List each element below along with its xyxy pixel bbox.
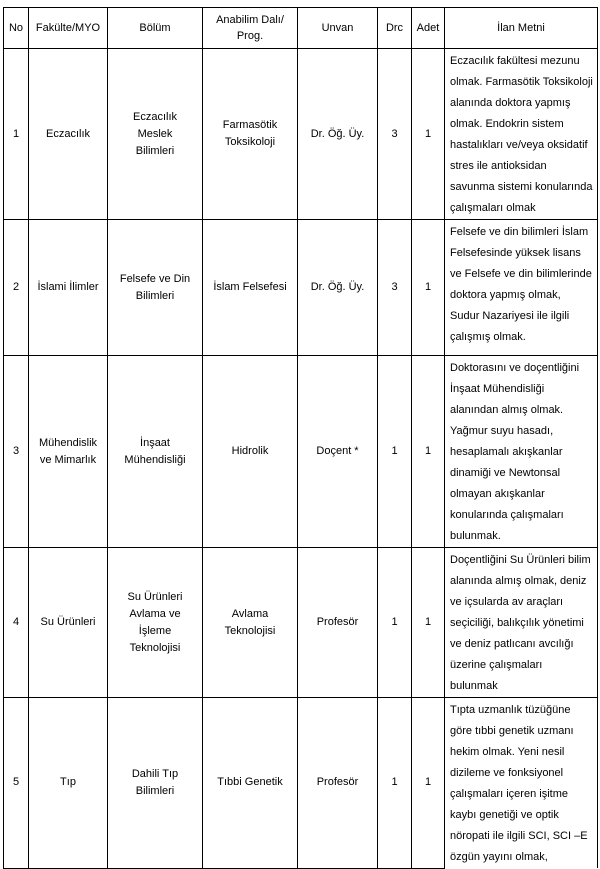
cell-announcement: Doktorasını ve doçentliğini İnşaat Mühendisliği alanından almış olmak. Yağmur suyu hasadı, hesaplamalı akışkanlar dinamiği ve Newtonsal olmayan akışkanlar konularında çalışmaları bulunmak.: [445, 356, 598, 548]
cell-degree: 3: [378, 49, 412, 220]
cell-faculty: Su Ürünleri: [29, 548, 108, 698]
header-degree: Drc: [378, 8, 412, 49]
header-department: Bölüm: [108, 8, 203, 49]
cell-department: [108, 698, 203, 869]
header-announcement: İlan Metni: [445, 8, 598, 49]
header-faculty: Fakülte/MYO: [29, 8, 108, 49]
cell-department-text: Dahili Tıp Bilimleri: [131, 767, 179, 797]
cell-faculty: Tıp: [29, 698, 108, 869]
cell-announcement: Doçentliğini Su Ürünleri bilim alanında almış olmak, deniz ve içsularda av araçları seçiciliği, balıkçılık yönetimi ve deniz patlıcanı avcılığı üzerine çalışmaları bulunmak: [445, 548, 598, 698]
cell-program-text: Avlama Teknolojisi: [224, 607, 276, 637]
cell-count: 1: [412, 548, 445, 698]
cell-program-text: Farmasötik Toksikoloji: [222, 119, 278, 148]
cell-title: Doçent *: [298, 356, 378, 548]
cell-no: 3: [4, 356, 29, 548]
cell-no: 5: [4, 698, 29, 869]
cell-title: Dr. Öğ. Üy.: [298, 220, 378, 356]
cell-program: Hidrolik: [203, 356, 298, 548]
header-row: [4, 8, 598, 49]
cell-degree: 1: [378, 356, 412, 548]
cell-department: [108, 220, 203, 356]
cell-department-text: Eczacılık Meslek Bilimleri: [132, 110, 177, 157]
cell-title: Profesör: [298, 698, 378, 869]
cell-department: [108, 548, 203, 698]
cell-department-text: Felsefe ve Din Bilimleri: [119, 272, 191, 302]
cell-faculty: İslami İlimler: [29, 220, 108, 356]
cell-faculty: Eczacılık: [29, 49, 108, 220]
table-row: [4, 220, 598, 356]
cell-count: 1: [412, 356, 445, 548]
cell-announcement: Eczacılık fakültesi mezunu olmak. Farmasötik Toksikoloji alanında doktora yapmış olmak. Endokrin sistem hastalıkları ve/veya oksidatif stres ile antioksidan savunma sistemi konularında çalışmaları olmak: [445, 49, 598, 220]
table-row: [4, 49, 598, 220]
cell-program: [203, 49, 298, 220]
cell-department-text: Su Ürünleri Avlama ve İşleme Teknolojisi: [127, 590, 183, 654]
cell-count: 1: [412, 698, 445, 869]
cell-degree: 1: [378, 698, 412, 869]
cell-degree: 1: [378, 548, 412, 698]
cell-no: 4: [4, 548, 29, 698]
cell-no: 2: [4, 220, 29, 356]
table-row: [4, 548, 598, 698]
cell-announcement: Felsefe ve din bilimleri İslam Felsefesinde yüksek lisans ve Felsefe ve din bilimlerinde doktora yapmış olmak, Sudur Nazariyesi ile ilgili çalışmış olmak.: [445, 220, 598, 356]
cell-count: 1: [412, 49, 445, 220]
header-no: No: [4, 8, 29, 49]
cell-count: 1: [412, 220, 445, 356]
cell-department: [108, 49, 203, 220]
cell-announcement: Tıpta uzmanlık tüzüğüne göre tıbbi genetik uzmanı hekim olmak. Yeni nesil dizileme ve fonksiyonel çalışmaları içeren işitme kaybı genetiği ve optik nöropati ile ilgili SCI, SCI –E özgün yayını olmak,: [445, 698, 598, 869]
cell-faculty: Mühendislik ve Mimarlık: [29, 356, 108, 548]
academic-positions-table: [3, 7, 598, 869]
cell-title: Dr. Öğ. Üy.: [298, 49, 378, 220]
header-title: Unvan: [298, 8, 378, 49]
header-count: Adet: [412, 8, 445, 49]
header-program: Anabilim Dalı/ Prog.: [203, 8, 298, 49]
cell-title: Profesör: [298, 548, 378, 698]
table-row: [4, 698, 598, 869]
cell-department: İnşaat Mühendisliği: [108, 356, 203, 548]
table-row: [4, 356, 598, 548]
cell-program: İslam Felsefesi: [203, 220, 298, 356]
cell-program: Tıbbi Genetik: [203, 698, 298, 869]
cell-degree: 3: [378, 220, 412, 356]
cell-program: [203, 548, 298, 698]
cell-no: 1: [4, 49, 29, 220]
